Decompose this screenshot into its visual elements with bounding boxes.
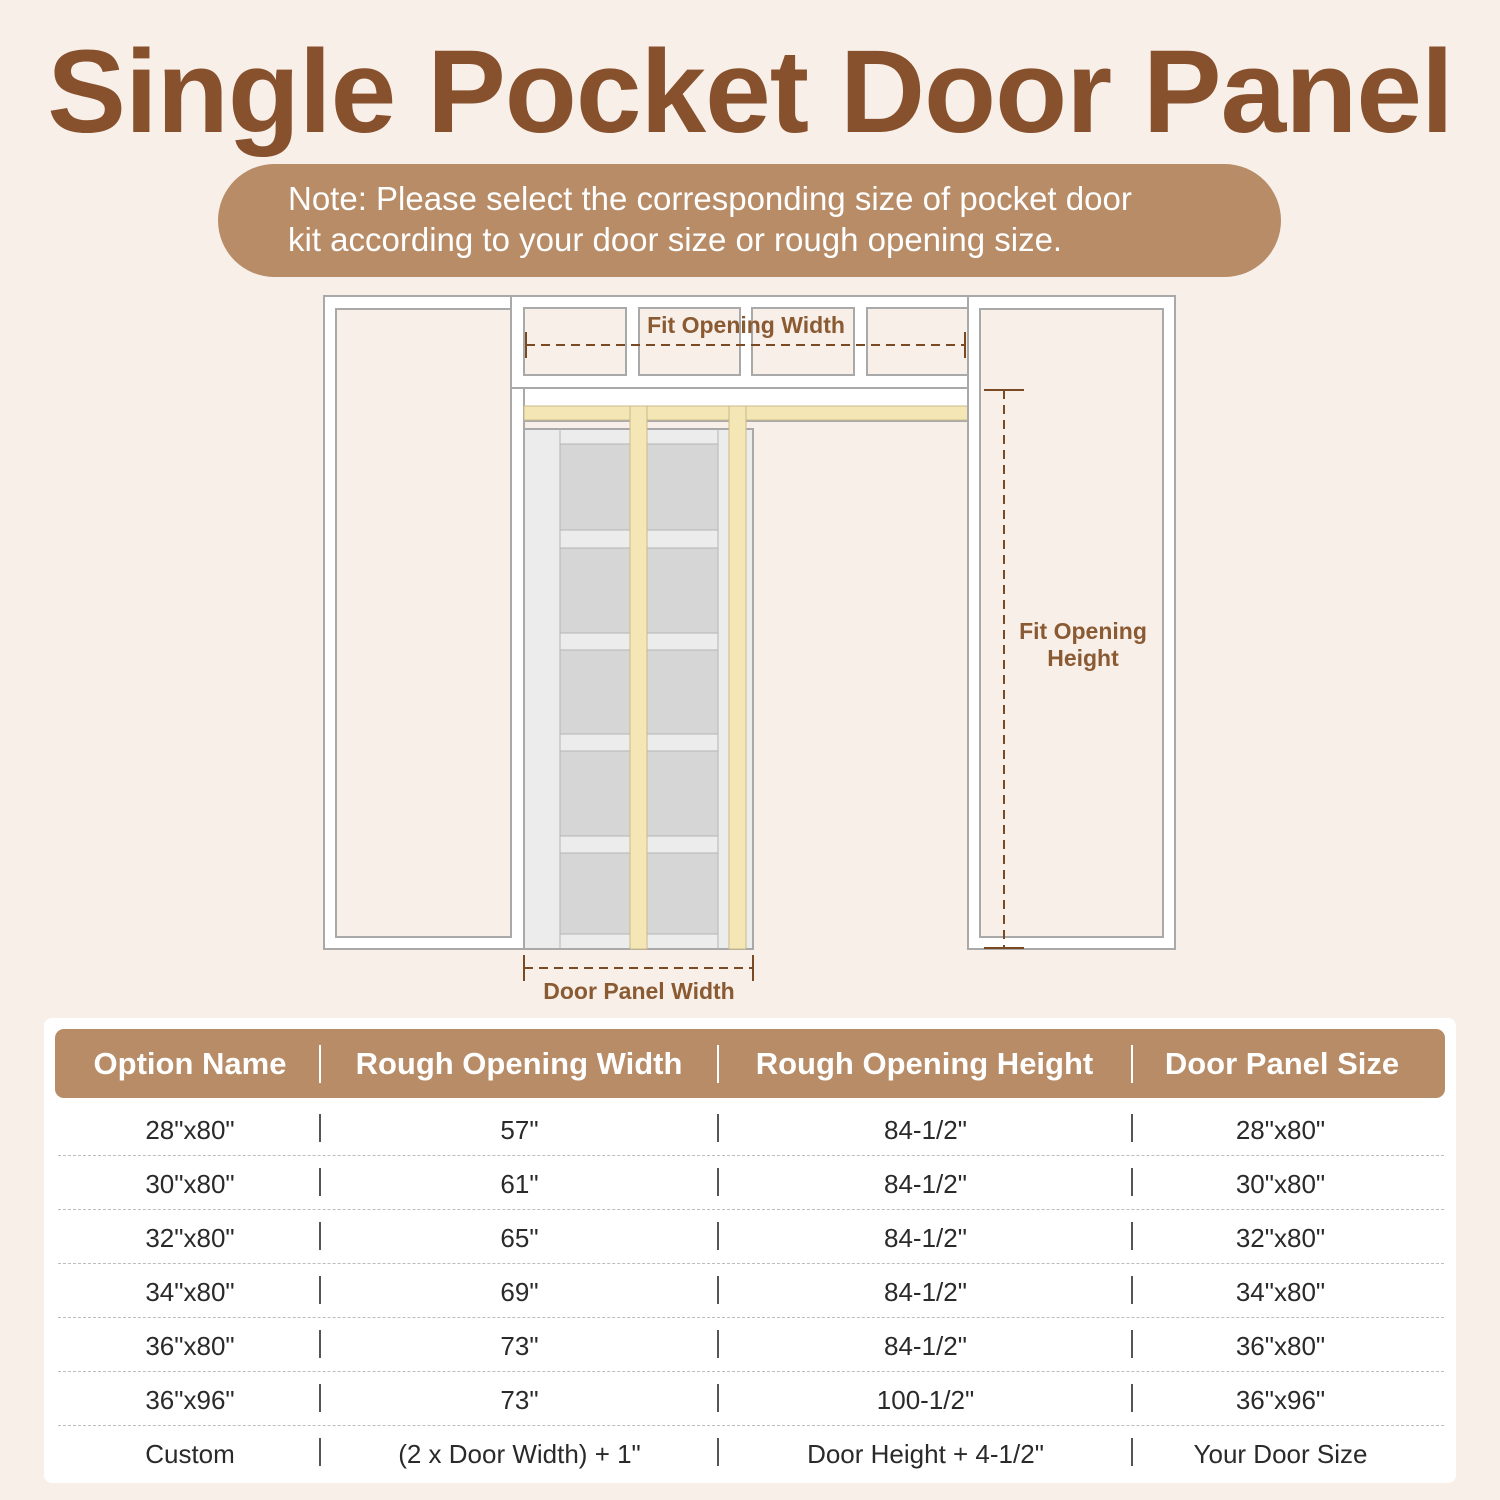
cell-rough-opening-width: 69" — [500, 1277, 539, 1307]
cell-option-name: 30"x80" — [145, 1169, 235, 1199]
note-line-2: kit according to your door size or rough opening size. — [288, 221, 1063, 258]
note-line-1: Note: Please select the corresponding size of pocket door — [288, 180, 1132, 217]
cell-rough-opening-height: 84-1/2" — [884, 1169, 967, 1199]
table-row — [58, 1155, 1444, 1210]
door-panel-width-label: Door Panel Width — [543, 978, 735, 1004]
cell-rough-opening-width: 73" — [500, 1331, 539, 1361]
cell-door-panel-size: 32"x80" — [1235, 1223, 1326, 1253]
header-option-name: Option Name — [93, 1046, 287, 1081]
cell-rough-opening-width: 57" — [500, 1115, 539, 1145]
size-table — [44, 1018, 1456, 1483]
cell-option-name: 32"x80" — [145, 1223, 235, 1253]
header-frame — [511, 296, 980, 388]
left-wall-frame — [324, 296, 524, 949]
cell-rough-opening-height: 84-1/2" — [884, 1115, 967, 1145]
cell-rough-opening-width: 61" — [500, 1169, 539, 1199]
cell-door-panel-size: 36"x80" — [1235, 1331, 1326, 1361]
table-header — [55, 1029, 1445, 1098]
cell-option-name: 28"x80" — [145, 1115, 235, 1145]
cell-rough-opening-width: 73" — [500, 1385, 539, 1415]
cell-door-panel-size: 34"x80" — [1235, 1277, 1326, 1307]
header-rough-opening-width: Rough Opening Width — [355, 1046, 683, 1081]
cell-option-name: 34"x80" — [145, 1277, 235, 1307]
cell-rough-opening-height: 84-1/2" — [884, 1223, 967, 1253]
table-row — [58, 1101, 1444, 1156]
header-door-panel-size: Door Panel Size — [1164, 1046, 1400, 1081]
cell-door-panel-size: 28"x80" — [1235, 1115, 1326, 1145]
fit-opening-height-label-line-1: Fit Opening — [1019, 618, 1147, 644]
table-row — [58, 1371, 1444, 1426]
cell-option-name: Custom — [145, 1439, 235, 1469]
cell-rough-opening-height: Door Height + 4-1/2" — [807, 1439, 1044, 1469]
cell-rough-opening-height: 100-1/2" — [876, 1385, 975, 1415]
page-title: Single Pocket Door Panel — [47, 26, 1453, 158]
cell-rough-opening-width: 65" — [500, 1223, 539, 1253]
table-row — [58, 1263, 1444, 1318]
table-row — [58, 1209, 1444, 1264]
cell-option-name: 36"x96" — [145, 1385, 235, 1415]
cell-door-panel-size: Your Door Size — [1193, 1439, 1368, 1469]
cell-rough-opening-width: (2 x Door Width) + 1" — [398, 1439, 641, 1469]
fit-opening-height-label-line-2: Height — [1047, 645, 1119, 671]
cell-rough-opening-height: 84-1/2" — [884, 1331, 967, 1361]
table-row — [58, 1317, 1444, 1372]
cell-door-panel-size: 36"x96" — [1235, 1385, 1326, 1415]
fit-opening-width-label: Fit Opening Width — [647, 312, 845, 338]
cell-rough-opening-height: 84-1/2" — [884, 1277, 967, 1307]
fit-opening-height-label — [1008, 618, 1158, 672]
cell-door-panel-size: 30"x80" — [1235, 1169, 1326, 1199]
header-rough-opening-height: Rough Opening Height — [755, 1046, 1094, 1081]
table-row — [58, 1425, 1444, 1479]
cell-option-name: 36"x80" — [145, 1331, 235, 1361]
